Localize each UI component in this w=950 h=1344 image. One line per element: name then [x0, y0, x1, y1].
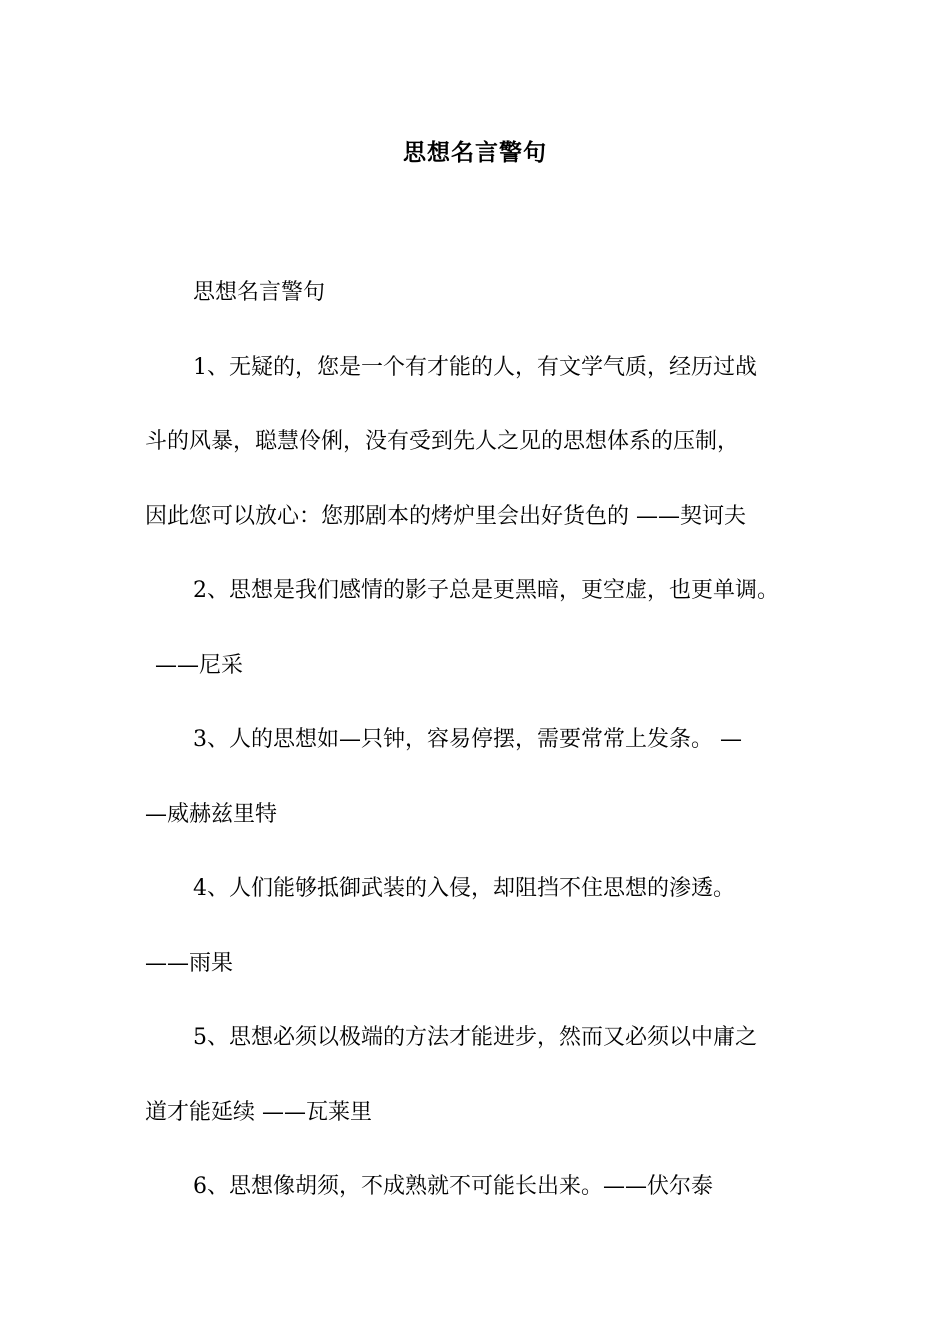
quote-1-line-2: 斗的风暴，聪慧伶俐，没有受到先人之见的思想体系的压制， [145, 429, 740, 454]
quote-3-line-2: —威赫兹里特 [145, 801, 278, 827]
quote-1-line-1: 1、无疑的，您是一个有才能的人，有文学气质，经历过战 [193, 354, 757, 380]
quote-4-line-1: 4、人们能够抵御武装的入侵，却阻挡不住思想的渗透。 [193, 876, 735, 901]
quote-5-line-1: 5、思想必须以极端的方法才能进步，然而又必须以中庸之 [193, 1025, 757, 1050]
quote-2-line-2: ——尼采 [155, 652, 244, 678]
quote-1-line-3: 因此您可以放心：您那剧本的烤炉里会出好货色的 ——契诃夫 [145, 503, 746, 529]
quote-6-line-1: 6、思想像胡须，不成熟就不可能长出来。——伏尔泰 [193, 1174, 713, 1199]
subtitle-line: 思想名言警句 [193, 280, 326, 305]
quote-2-line-1: 2、思想是我们感情的影子总是更黑暗，更空虚，也更单调。 [193, 578, 779, 603]
document-title: 思想名言警句 [403, 139, 547, 166]
quote-5-line-2: 道才能延续 ——瓦莱里 [145, 1099, 372, 1125]
quote-4-line-2: ——雨果 [145, 950, 234, 976]
quote-3-line-1: 3、人的思想如—只钟，容易停摆，需要常常上发条。 — [193, 727, 742, 752]
document-body [145, 256, 825, 1225]
